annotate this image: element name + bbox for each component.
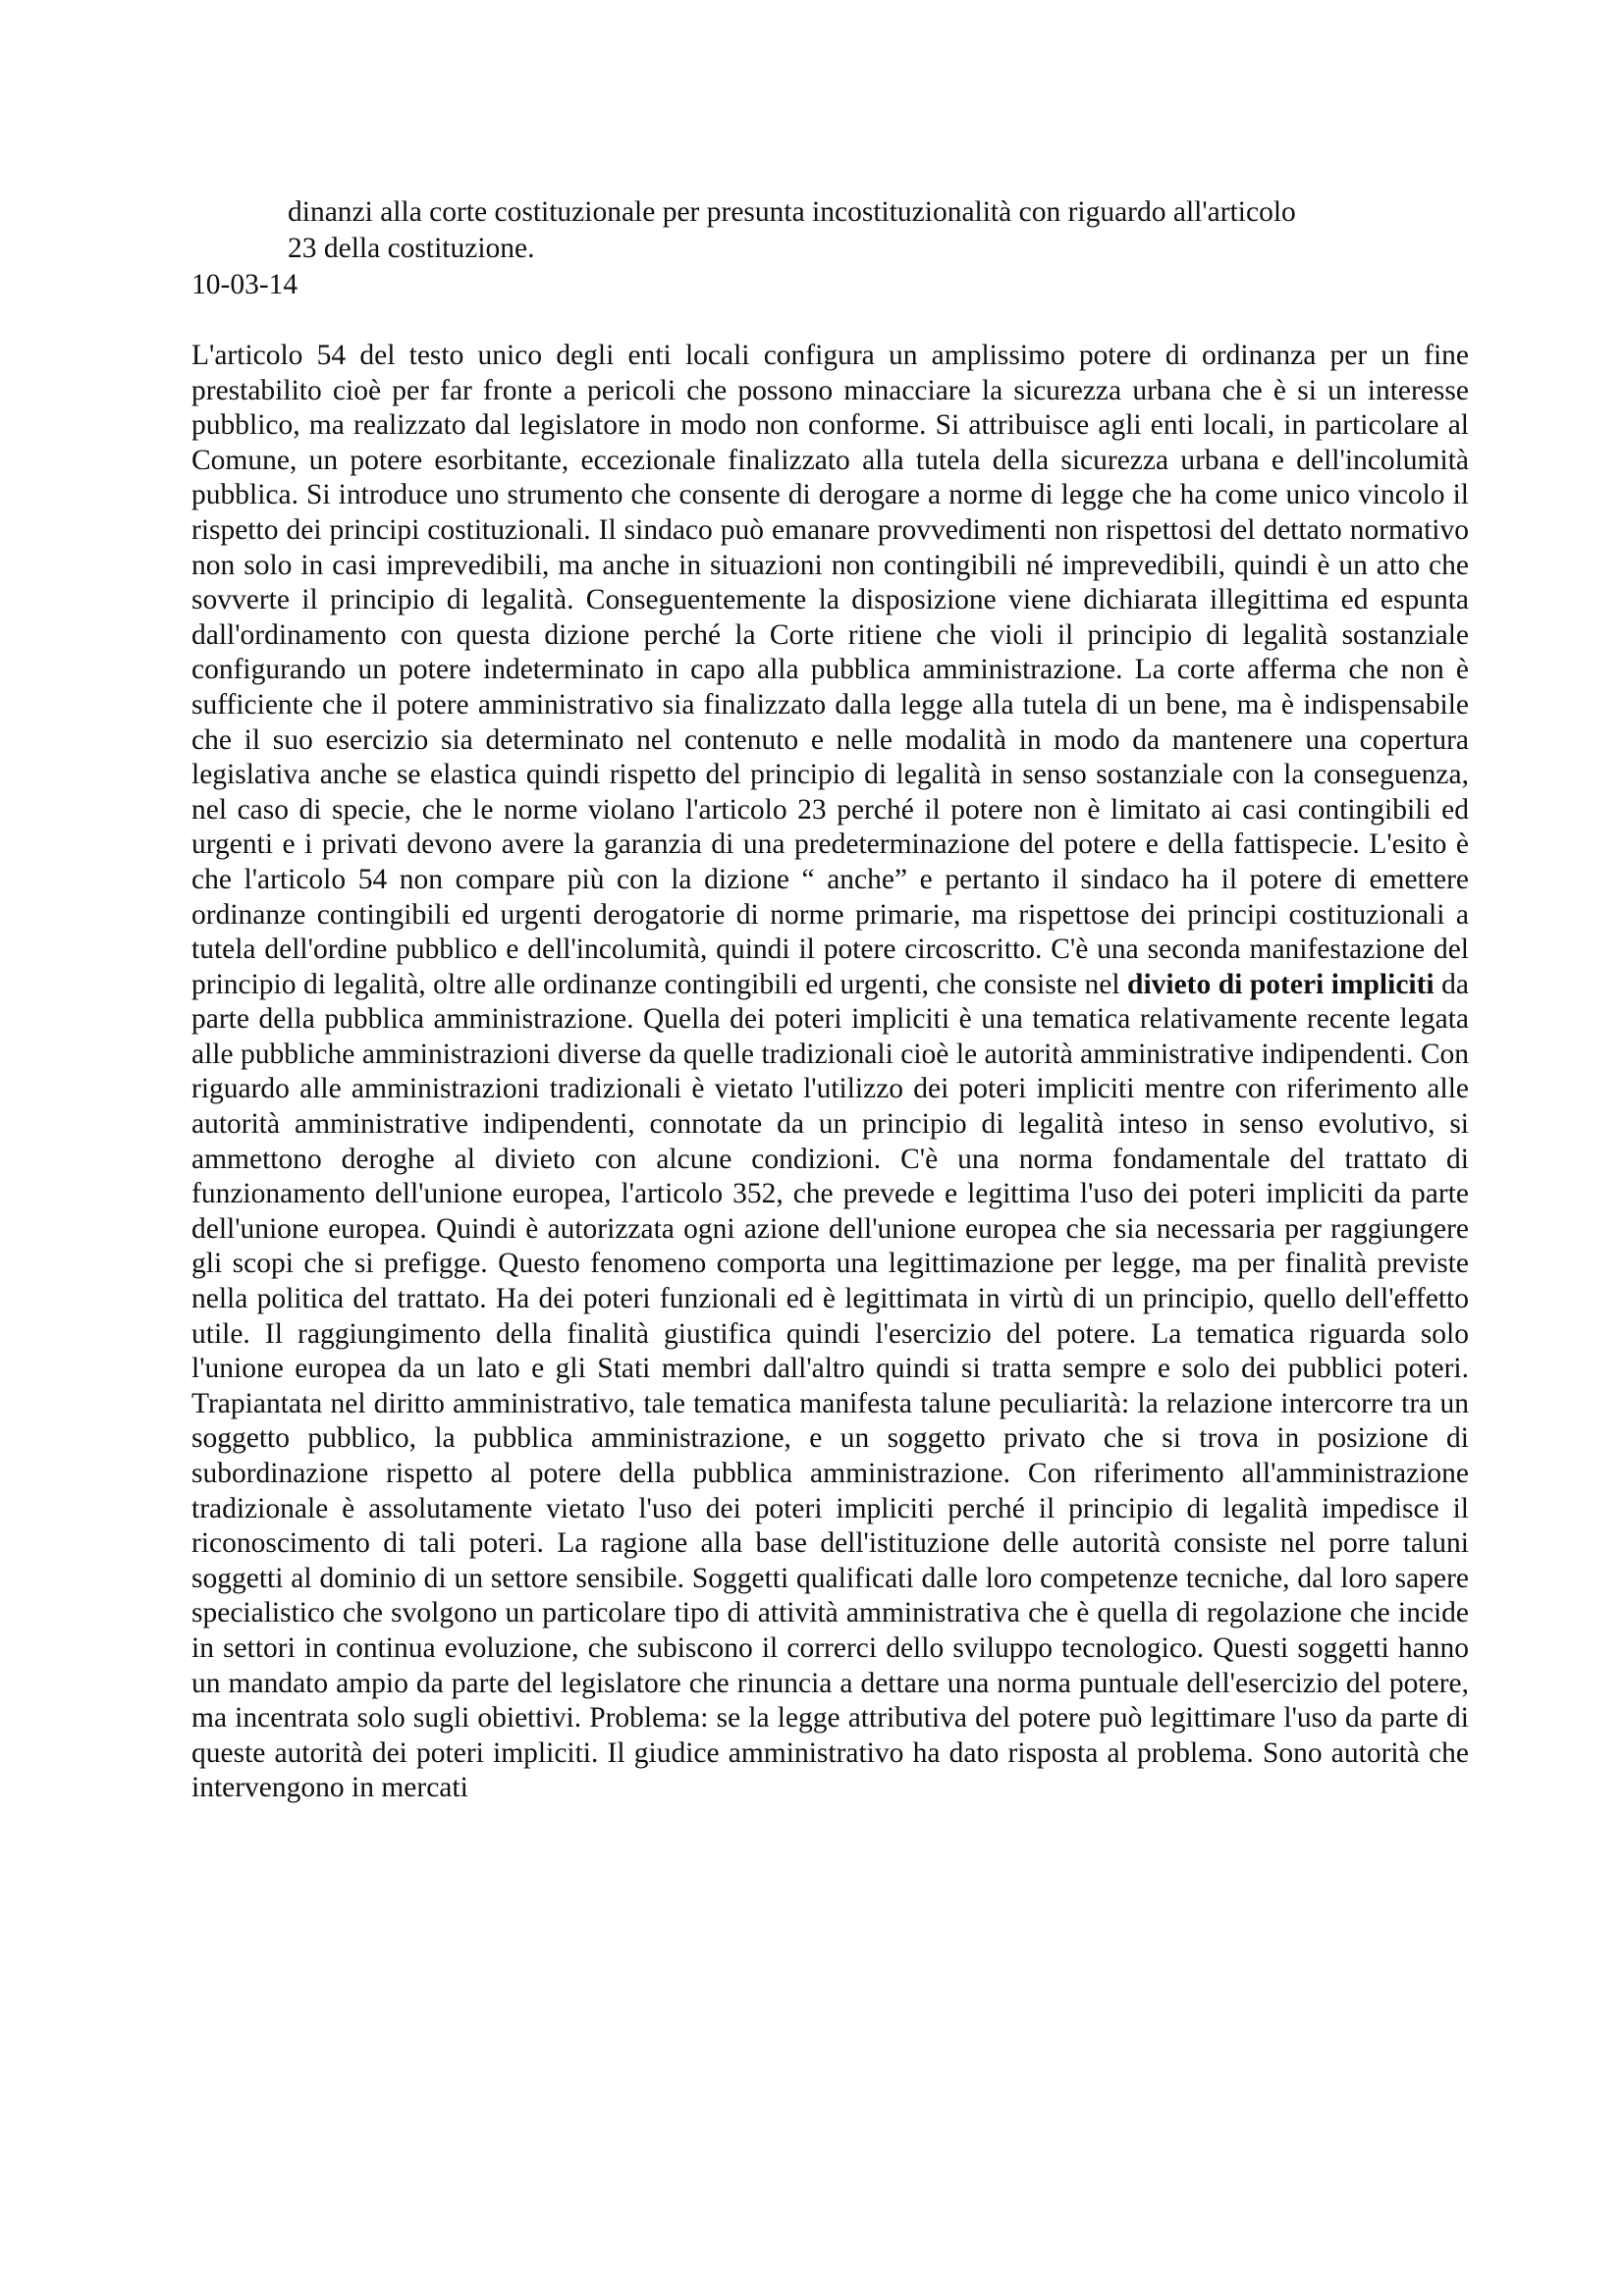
date-heading: 10-03-14 [191,269,298,300]
continuation-line-1: dinanzi alla corte costituzionale per presunta incostituzionalità con riguardo all'articolo [288,196,1296,228]
continuation-line-2: 23 della costituzione. [288,233,535,264]
bold-term: divieto di poteri impliciti [1127,968,1435,1000]
body-text-part-1: L'articolo 54 del testo unico degli enti locali configura un amplissimo potere di ordinanza per un fine prestabilito cioè per far fronte a pericoli che possono minacciare la sicurezza urbana che è si un interesse pubblico, ma realizzato dal legislatore in modo non conforme. Si attribuisce agli enti locali, in particolare al Comune, un potere esorbitante, eccezionale finalizzato alla tutela della sicurezza urbana e dell'incolumità pubblica. Si introduce uno strumento che consente di derogare a norme di legge che ha come unico vincolo il rispetto dei principi costituzionali. Il sindaco può emanare provvedimenti non rispettosi del dettato normativo non solo in casi imprevedibili, ma anche in situazioni non contingibili né imprevedibili, quindi è un atto che sovverte il principio di legalità. Conseguentemente la disposizione viene dichiarata illegittima ed espunta dall'ordinamento con questa dizione perché la Corte ritiene che violi il principio di legalità sostanziale configurando un potere indeterminato in capo alla pubblica amministrazione. La corte afferma che non è sufficiente che il potere amministrativo sia finalizzato dalla legge alla tutela di un bene, ma è indispensabile che il suo esercizio sia determinato nel contenuto e nelle modalità in modo da mantenere una copertura legislativa anche se elastica quindi rispetto del principio di legalità in senso sostanziale con la conseguenza, nel caso di specie, che le norme violano l'articolo 23 perché il potere non è limitato ai casi contingibili ed urgenti e i privati devono avere la garanzia di una predeterminazione del potere e della fattispecie. L'esito è che l'articolo 54 non compare più con la dizione “ anche” e pertanto il sindaco ha il potere di emettere ordinanze contingibili ed urgenti derogatorie di norme primarie, ma rispettose dei principi costituzionali a tutela dell'ordine pubblico e dell'incolumità, quindi il potere circoscritto. C'è una seconda manifestazione del principio di legalità, oltre alle ordinanze contingibili ed urgenti, che consiste nel [191,340,1469,1000]
body-paragraph [191,339,1469,1806]
body-text-part-2: da parte della pubblica amministrazione. Quella dei poteri impliciti è una tematica relativamente recente legata alle pubbliche amministrazioni diverse da quelle tradizionali cioè le autorità amministrative indipendenti. Con riguardo alle amministrazioni tradizionali è vietato l'utilizzo dei poteri impliciti mentre con riferimento alle autorità amministrative indipendenti, connotate da un principio di legalità inteso in senso evolutivo, si ammettono deroghe al divieto con alcune condizioni. C'è una norma fondamentale del trattato di funzionamento dell'unione europea, l'articolo 352, che prevede e legittima l'uso dei poteri impliciti da parte dell'unione europea. Quindi è autorizzata ogni azione dell'unione europea che sia necessaria per raggiungere gli scopi che si prefigge. Questo fenomeno comporta una legittimazione per legge, ma per finalità previste nella politica del trattato. Ha dei poteri funzionali ed è legittimata in virtù di un principio, quello dell'effetto utile. Il raggiungimento della finalità giustifica quindi l'esercizio del potere. La tematica riguarda solo l'unione europea da un lato e gli Stati membri dall'altro quindi si tratta sempre e solo dei pubblici poteri. Trapiantata nel diritto amministrativo, tale tematica manifesta talune peculiarità: la relazione intercorre tra un soggetto pubblico, la pubblica amministrazione, e un soggetto privato che si trova in posizione di subordinazione rispetto al potere della pubblica amministrazione. Con riferimento all'amministrazione tradizionale è assolutamente vietato l'uso dei poteri impliciti perché il principio di legalità impedisce il riconoscimento di tali poteri. La ragione alla base dell'istituzione delle autorità consiste nel porre taluni soggetti al dominio di un settore sensibile. Soggetti qualificati dalle loro competenze tecniche, dal loro sapere specialistico che svolgono un particolare tipo di attività amministrativa che è quella di regolazione che incide in settori in continua evoluzione, che subiscono il correrci dello sviluppo tecnologico. Questi soggetti hanno un mandato ampio da parte del legislatore che rinuncia a dettare una norma puntuale dell'esercizio del potere, ma incentrata solo sugli obiettivi. Problema: se la legge attributiva del potere può legittimare l'uso da parte di queste autorità dei poteri impliciti. Il giudice amministrativo ha dato risposta al problema. Sono autorità che intervengono in mercati [191,968,1469,1804]
